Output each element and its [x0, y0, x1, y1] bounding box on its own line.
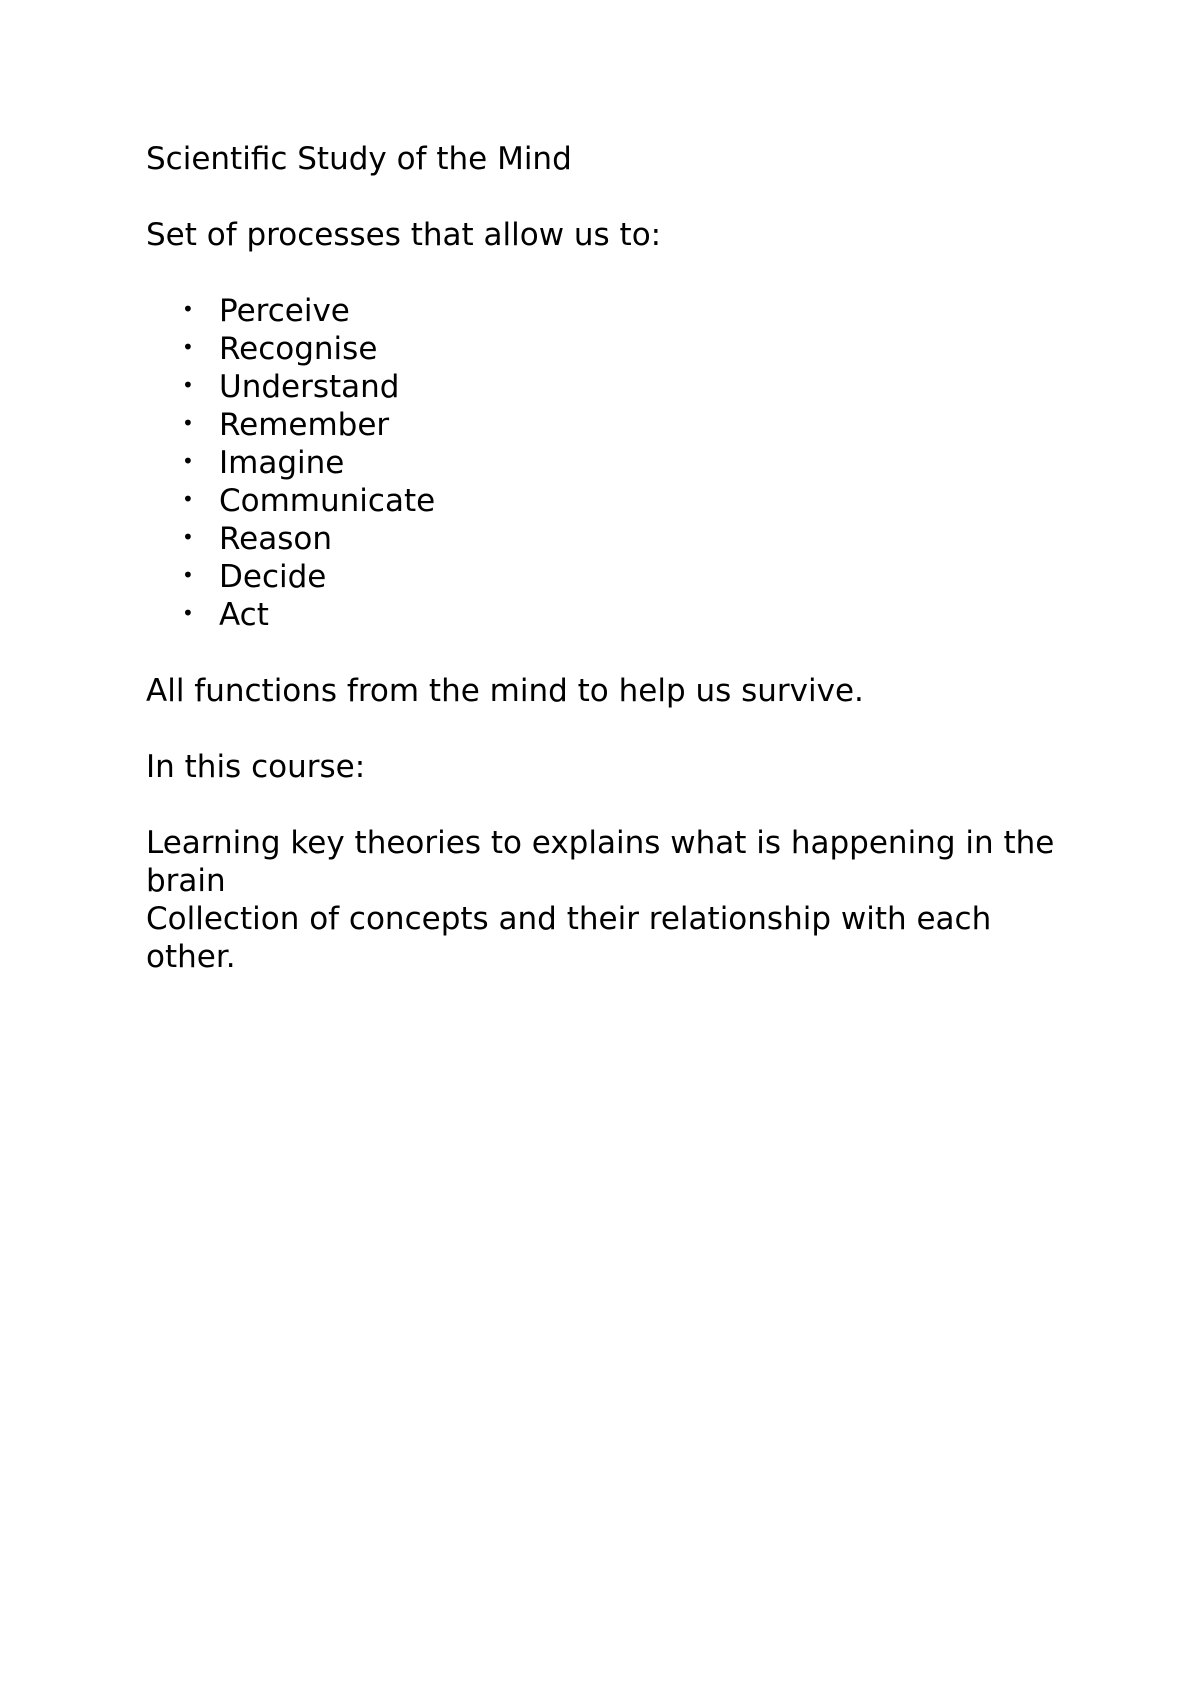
summary-text: All functions from the mind to help us survive. — [146, 673, 864, 709]
bullet-icon: • — [182, 601, 194, 625]
list-item — [146, 368, 1066, 406]
bullet-icon: • — [182, 449, 194, 473]
list-item-label: Remember — [219, 407, 390, 443]
list-item-label: Decide — [219, 559, 327, 595]
bullet-icon: • — [182, 373, 194, 397]
bullet-icon: • — [182, 525, 194, 549]
list-item-label: Perceive — [219, 293, 350, 329]
list-item — [146, 596, 1066, 634]
list-item — [146, 330, 1066, 368]
list-item-label: Recognise — [219, 331, 378, 367]
bullet-icon: • — [182, 563, 194, 587]
bullet-icon: • — [182, 335, 194, 359]
list-item — [146, 520, 1066, 558]
spacer — [146, 254, 1066, 292]
course-point: Learning key theories to explains what is happening in the brain — [146, 825, 1055, 899]
process-list — [146, 292, 1066, 634]
list-item-label: Communicate — [219, 483, 436, 519]
list-item — [146, 406, 1066, 444]
list-item-label: Act — [219, 597, 269, 633]
spacer — [146, 786, 1066, 824]
course-heading: In this course: — [146, 749, 366, 785]
list-item-label: Understand — [219, 369, 400, 405]
course-point: Collection of concepts and their relationship with each other. — [146, 901, 992, 975]
document-heading: Scientific Study of the Mind — [146, 141, 572, 177]
bullet-icon: • — [182, 411, 194, 435]
spacer — [146, 634, 1066, 672]
list-item — [146, 558, 1066, 596]
bullet-icon: • — [182, 297, 194, 321]
list-item — [146, 444, 1066, 482]
document-body — [146, 140, 1066, 976]
spacer — [146, 178, 1066, 216]
list-item-label: Reason — [219, 521, 332, 557]
intro-text: Set of processes that allow us to: — [146, 217, 662, 253]
spacer — [146, 710, 1066, 748]
list-item-label: Imagine — [219, 445, 345, 481]
list-item — [146, 292, 1066, 330]
list-item — [146, 482, 1066, 520]
bullet-icon: • — [182, 487, 194, 511]
